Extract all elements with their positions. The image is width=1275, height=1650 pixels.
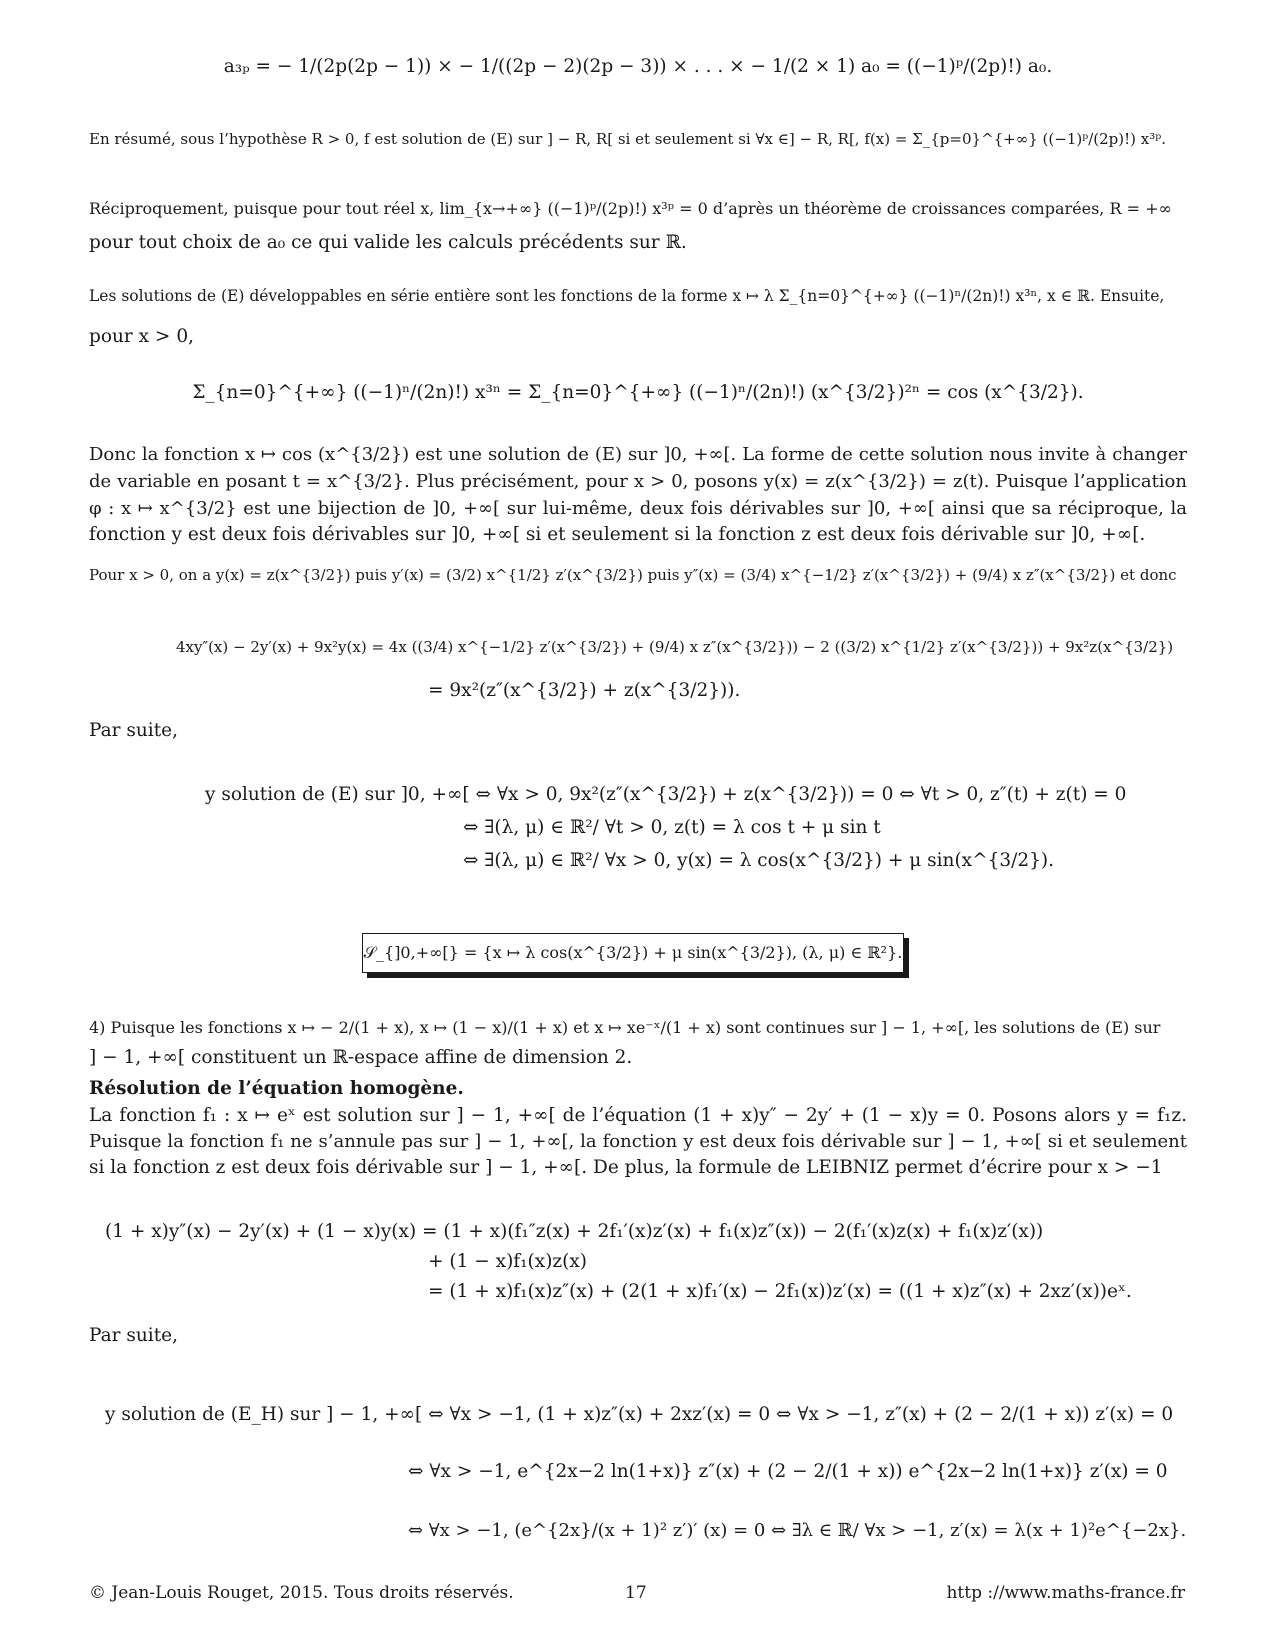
equation-series-cos: Σ_{n=0}^{+∞} ((−1)ⁿ/(2n)!) x³ⁿ = Σ_{n=0}^{+∞} ((−1)ⁿ/(2n)!) (x^{3/2})²ⁿ = cos (x^{3/2}). — [192, 382, 1084, 403]
text-line: Par suite, — [89, 1325, 178, 1346]
section-heading: Résolution de l’équation homogène. — [89, 1078, 464, 1099]
text-line: Par suite, — [89, 720, 178, 741]
equation-equivalence-2: ⇔ ∃(λ, μ) ∈ ℝ²/ ∀t > 0, z(t) = λ cos t + μ sin t — [463, 817, 881, 838]
equation-homogeneous-3: ⇔ ∀x > −1, (e^{2x}/(x + 1)² z′)′ (x) = 0 ⇔ ∃λ ∈ ℝ/ ∀x > −1, z′(x) = λ(x + 1)²e^{−2x}. — [408, 1520, 1187, 1541]
equation-leibniz-3: = (1 + x)f₁(x)z″(x) + (2(1 + x)f₁′(x) − 2f₁(x))z′(x) = ((1 + x)z″(x) + 2xz′(x))eˣ. — [428, 1281, 1132, 1302]
text-line: si la fonction z est deux fois dérivable sur ] − 1, +∞[. De plus, la formule de LEIBNIZ permet d’écrire pour x > −1 — [89, 1157, 1163, 1178]
text-line: Les solutions de (E) développables en série entière sont les fonctions de la forme x ↦ λ Σ_{n=0}^{+∞} ((−1)ⁿ/(2n)!) x³ⁿ, x ∈ ℝ. Ensuite, — [89, 287, 1165, 305]
text-line: ] − 1, +∞[ constituent un ℝ-espace affine de dimension 2. — [89, 1047, 633, 1068]
text-line: La fonction f₁ : x ↦ eˣ est solution sur ] − 1, +∞[ de l’équation (1 + x)y″ − 2y′ + (1 − x)y = 0. Posons alors y = f₁z. — [89, 1105, 1187, 1126]
text-line: Réciproquement, puisque pour tout réel x, lim_{x→+∞} ((−1)ᵖ/(2p)!) x³ᵖ = 0 d’après un théorème de croissances comparées, R = +∞ — [89, 199, 1172, 218]
equation-leibniz-2: + (1 − x)f₁(x)z(x) — [428, 1251, 588, 1272]
footer-page-number: 17 — [625, 1583, 647, 1603]
text-line: Donc la fonction x ↦ cos (x^{3/2}) est une solution de (E) sur ]0, +∞[. La forme de cette solution nous invite à changer — [89, 444, 1187, 465]
footer-url[interactable]: http ://www.maths-france.fr — [946, 1583, 1185, 1603]
text-line: de variable en posant t = x^{3/2}. Plus précisément, pour x > 0, posons y(x) = z(x^{3/2}) = z(t). Puisque l’application — [89, 471, 1187, 492]
equation-homogeneous-1: y solution de (E_H) sur ] − 1, +∞[ ⇔ ∀x > −1, (1 + x)z″(x) + 2xz′(x) = 0 ⇔ ∀x > −1, z″(x) + (2 − 2/(1 + x)) z′(x) = 0 — [105, 1404, 1174, 1425]
equation-leibniz-1: (1 + x)y″(x) − 2y′(x) + (1 − x)y(x) = (1 + x)(f₁″z(x) + 2f₁′(x)z′(x) + f₁(x)z″(x)) − 2(f₁′(x)z(x) + f₁(x)z′(x)) — [105, 1221, 1044, 1242]
equation-a3p: a₃ₚ = − 1/(2p(2p − 1)) × − 1/((2p − 2)(2p − 3)) × . . . × − 1/(2 × 1) a₀ = ((−1)ᵖ/(2p)!) a₀. — [223, 56, 1053, 77]
footer-copyright: © Jean-Louis Rouget, 2015. Tous droits réservés. — [89, 1583, 514, 1603]
text-line: pour tout choix de a₀ ce qui valide les calculs précédents sur ℝ. — [89, 232, 687, 253]
equation-equivalence-1: y solution de (E) sur ]0, +∞[ ⇔ ∀x > 0, 9x²(z″(x^{3/2}) + z(x^{3/2})) = 0 ⇔ ∀t > 0, z″(t) + z(t) = 0 — [205, 784, 1127, 805]
equation-equivalence-3: ⇔ ∃(λ, μ) ∈ ℝ²/ ∀x > 0, y(x) = λ cos(x^{3/2}) + μ sin(x^{3/2}). — [463, 850, 1055, 871]
equation-homogeneous-2: ⇔ ∀x > −1, e^{2x−2 ln(1+x)} z″(x) + (2 − 2/(1 + x)) e^{2x−2 ln(1+x)} z′(x) = 0 — [408, 1461, 1168, 1482]
text-line: 4) Puisque les fonctions x ↦ − 2/(1 + x), x ↦ (1 − x)/(1 + x) et x ↦ xe⁻ˣ/(1 + x) sont continues sur ] − 1, +∞[, les solutions de (E) sur — [89, 1018, 1161, 1037]
text-line: fonction y est deux fois dérivables sur ]0, +∞[ si et seulement si la fonction z est deux fois dérivable sur ]0, +∞[. — [89, 524, 1146, 545]
text-line: Puisque la fonction f₁ ne s’annule pas sur ] − 1, +∞[, la fonction y est deux fois dérivable sur ] − 1, +∞[ si et seulement — [89, 1131, 1187, 1152]
text-line: Pour x > 0, on a y(x) = z(x^{3/2}) puis y′(x) = (3/2) x^{1/2} z′(x^{3/2}) puis y″(x) = (3/4) x^{−1/2} z′(x^{3/2}) + (9/4) x z″(x^{3/2}) et donc — [89, 566, 1177, 584]
boxed-solution-set: 𝒮_{]0,+∞[} = {x ↦ λ cos(x^{3/2}) + μ sin(x^{3/2}), (λ, μ) ∈ ℝ²}. — [362, 933, 904, 973]
text-line: En résumé, sous l’hypothèse R > 0, f est solution de (E) sur ] − R, R[ si et seulement si ∀x ∈] − R, R[, f(x) = Σ_{p=0}^{+∞} ((−1)ᵖ/(2p)!) x³ᵖ. — [89, 130, 1167, 148]
text-line: φ : x ↦ x^{3/2} est une bijection de ]0, +∞[ sur lui-même, deux fois dérivables sur ]0, +∞[ ainsi que sa réciproque, la — [89, 498, 1187, 519]
equation-derivatives: 4xy″(x) − 2y′(x) + 9x²y(x) = 4x ((3/4) x^{−1/2} z′(x^{3/2}) + (9/4) x z″(x^{3/2})) − 2 ((3/2) x^{1/2} z′(x^{3/2})) + 9x²z(x^{3/2}) — [176, 638, 1174, 656]
equation-derivatives-result: = 9x²(z″(x^{3/2}) + z(x^{3/2})). — [428, 680, 741, 701]
text-line: pour x > 0, — [89, 326, 194, 347]
